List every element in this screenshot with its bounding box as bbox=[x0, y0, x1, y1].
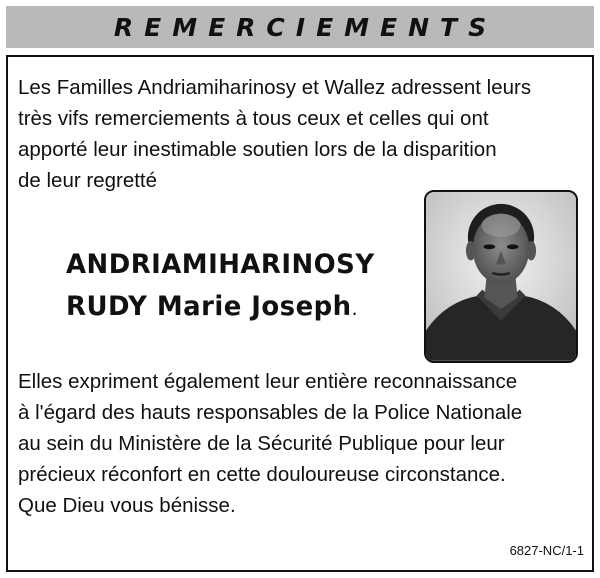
intro-line: de leur regretté bbox=[18, 169, 158, 192]
closing-line: Elles expriment également leur entière reconnaissance bbox=[18, 370, 518, 393]
closing-line: à l'égard des hauts responsables de la Police Nationale bbox=[18, 401, 523, 424]
closing-line: au sein du Ministère de la Sécurité Publique pour leur bbox=[18, 432, 505, 455]
deceased-given-names-text: RUDY Marie Joseph bbox=[66, 291, 352, 322]
closing-paragraph bbox=[18, 366, 580, 521]
intro-line: Les Familles Andriamiharinosy et Wallez adressent leurs bbox=[18, 76, 532, 99]
closing-line: Que Dieu vous bénisse. bbox=[18, 494, 236, 517]
deceased-surname: ANDRIAMIHARINOSY bbox=[66, 249, 375, 280]
notice-title: REMERCIEMENTS bbox=[113, 12, 498, 42]
intro-line: très vifs remerciements à tous ceux et celles qui ont bbox=[18, 107, 489, 130]
intro-line: apporté leur inestimable soutien lors de la disparition bbox=[18, 138, 497, 161]
reference-code: 6827-NC/1-1 bbox=[509, 543, 584, 558]
notice-header bbox=[6, 6, 594, 48]
closing-line: précieux réconfort en cette douloureuse circonstance. bbox=[18, 463, 506, 486]
portrait-photo bbox=[424, 190, 578, 363]
deceased-given-names bbox=[66, 290, 358, 325]
portrait-illustration bbox=[426, 192, 576, 361]
intro-paragraph bbox=[18, 72, 580, 196]
name-period: . bbox=[351, 295, 358, 320]
